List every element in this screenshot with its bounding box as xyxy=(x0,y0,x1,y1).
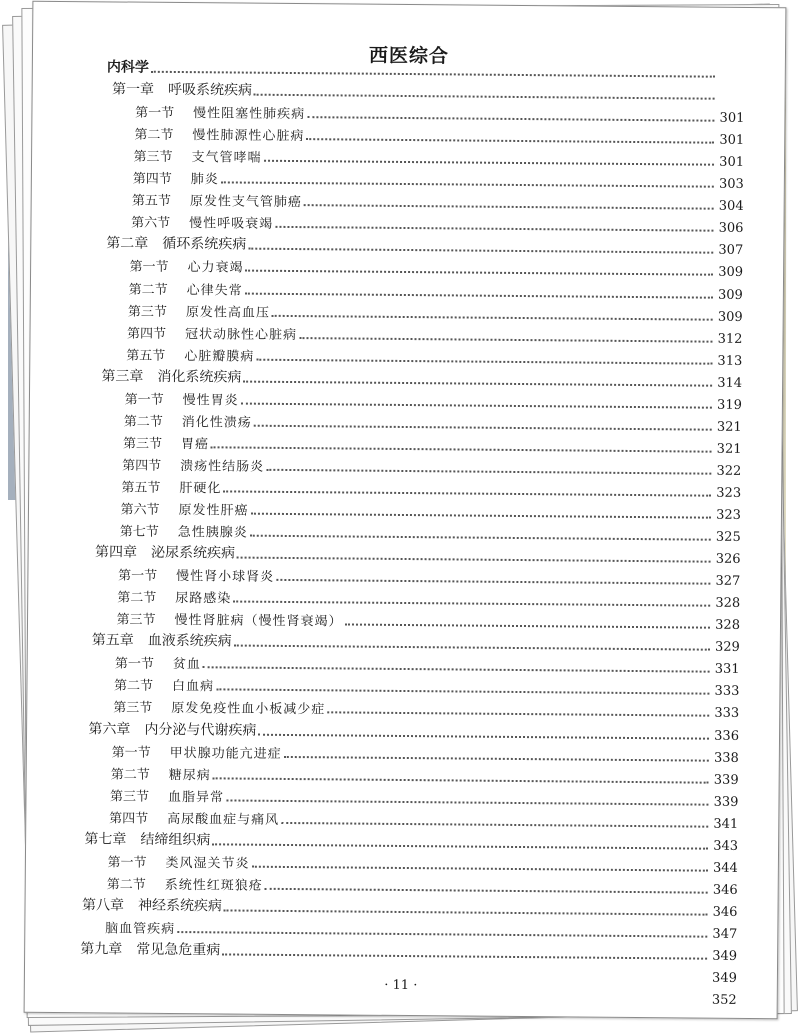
toc-dot-leader xyxy=(177,930,707,938)
toc-entry-page: 304 xyxy=(718,199,744,215)
toc-entry-page: 338 xyxy=(713,750,739,766)
toc-dot-leader xyxy=(243,379,712,386)
toc-page xyxy=(24,1,787,1020)
toc-entry-page: 346 xyxy=(712,904,738,920)
toc-entry-title: 常见急危重病 xyxy=(136,941,221,959)
toc-entry-number: 第二节 xyxy=(117,590,157,607)
toc-entry-page: 343 xyxy=(713,838,739,854)
toc-dot-leader xyxy=(266,468,711,475)
toc-entry-page: 301 xyxy=(719,110,745,127)
toc-dot-leader xyxy=(304,203,714,210)
toc-entry-number: 第七章 xyxy=(84,830,127,848)
toc-entry-number: 第四章 xyxy=(94,544,138,561)
toc-entry-page: 323 xyxy=(716,485,742,501)
toc-dot-leader xyxy=(265,887,708,894)
toc-dot-leader xyxy=(251,512,711,519)
toc-entry-page: 307 xyxy=(718,243,744,259)
toc-dot-leader xyxy=(224,908,708,915)
toc-dot-leader xyxy=(151,70,715,78)
toc-dot-leader xyxy=(256,357,712,364)
toc-entry-number: 第一节 xyxy=(118,568,158,584)
toc-dot-leader xyxy=(254,93,715,100)
toc-entry-title: 慢性肾脏病（慢性肾衰竭） xyxy=(174,613,343,630)
toc-dot-leader xyxy=(272,313,713,320)
toc-entry-title: 脑血管疾病 xyxy=(105,921,176,937)
toc-entry-page: 314 xyxy=(717,375,743,391)
toc-entry-number: 第二节 xyxy=(123,414,163,430)
toc-entry-title: 慢性胃炎 xyxy=(182,392,239,409)
toc-entry-number: 第一节 xyxy=(114,656,154,673)
toc-dot-leader xyxy=(281,821,708,828)
toc-dot-leader xyxy=(241,401,712,408)
toc-dot-leader xyxy=(345,623,710,629)
toc-entry-title: 心力衰竭 xyxy=(187,260,244,277)
page-number: · 11 · xyxy=(384,977,418,994)
toc-dot-leader xyxy=(299,336,712,343)
toc-entry-page: 323 xyxy=(716,507,742,523)
toc-entry-number: 第一节 xyxy=(135,105,175,122)
toc-entry-title: 消化性溃疡 xyxy=(181,414,252,431)
toc-dot-leader xyxy=(275,225,713,232)
toc-dot-leader xyxy=(213,776,709,783)
toc-entry-page: 319 xyxy=(717,397,742,413)
toc-entry-title: 血液系统疾病 xyxy=(147,633,232,650)
toc-entry-number: 第四节 xyxy=(122,458,162,474)
toc-entry-page: 329 xyxy=(714,640,740,656)
toc-entry-number: 第三章 xyxy=(101,368,144,385)
toc-entry-number: 第三节 xyxy=(127,304,167,320)
toc-entry-title: 慢性肺源性心脏病 xyxy=(192,128,305,145)
toc-entry-page: 344 xyxy=(712,860,738,876)
toc-entry-title: 循环系统疾病 xyxy=(162,236,247,253)
toc-entry-title: 急性胰腺炎 xyxy=(177,525,248,541)
toc-entry-number: 第六节 xyxy=(120,502,160,518)
toc-entry-title: 慢性肾小球肾炎 xyxy=(176,569,275,586)
toc-entry-title: 结缔组织病 xyxy=(140,831,211,849)
toc-entry-page: 349 xyxy=(712,948,738,964)
toc-entry-title: 胃癌 xyxy=(180,436,210,453)
toc-entry-title: 类风湿关节炎 xyxy=(165,855,250,872)
toc-entry-page: 327 xyxy=(715,573,741,590)
toc-entry-number: 第二节 xyxy=(114,678,154,695)
page-title: 西医综合 xyxy=(368,44,450,68)
toc-entry-number: 第四节 xyxy=(132,171,172,188)
toc-entry-page: 313 xyxy=(717,353,743,369)
toc-entry-title: 慢性呼吸衰竭 xyxy=(189,216,274,233)
toc-entry-title: 高尿酸血症与痛风 xyxy=(167,811,280,828)
toc-dot-leader xyxy=(276,578,710,585)
toc-entry-number: 第一节 xyxy=(124,392,164,408)
toc-dot-leader xyxy=(203,666,710,673)
toc-entry-title: 溃疡性结肠炎 xyxy=(180,458,265,475)
toc-entry-page: 309 xyxy=(718,265,744,281)
toc-entry-title: 尿路感染 xyxy=(175,591,232,607)
toc-entry-title: 冠状动脉性心脏病 xyxy=(185,326,298,343)
toc-dot-leader xyxy=(234,644,710,651)
toc-entry-number: 第六节 xyxy=(131,215,171,232)
toc-dot-leader xyxy=(254,423,712,430)
toc-entry-page: 346 xyxy=(712,882,738,898)
toc-entry-number: 第八章 xyxy=(81,897,125,914)
toc-entry-page: 331 xyxy=(714,662,740,678)
toc-entry-title: 原发性支气管肺癌 xyxy=(189,194,303,211)
toc-dot-leader xyxy=(222,952,707,959)
toc-entry-title: 神经系统疾病 xyxy=(137,897,223,915)
toc-entry-title: 内科学 xyxy=(106,59,149,76)
toc-entry-title: 慢性阻塞性肺疾病 xyxy=(193,106,306,123)
toc-dot-leader xyxy=(245,291,713,298)
toc-entry-number: 第七节 xyxy=(119,524,159,540)
toc-entry-page: 328 xyxy=(715,595,741,612)
toc-entry-number: 第二节 xyxy=(106,877,146,893)
toc-dot-leader xyxy=(226,798,708,805)
toc-entry-number: 第九章 xyxy=(80,941,123,958)
toc-entry-title: 白血病 xyxy=(172,679,215,695)
toc-entry-title: 呼吸系统疾病 xyxy=(167,81,253,99)
toc-dot-leader xyxy=(221,181,714,188)
toc-dot-leader xyxy=(211,445,712,452)
toc-dot-leader xyxy=(250,534,711,541)
toc-dot-leader xyxy=(237,556,711,563)
toc-entry-title: 心脏瓣膜病 xyxy=(184,348,255,365)
toc-entry-page: 341 xyxy=(713,816,739,832)
toc-entry-page: 301 xyxy=(719,154,745,171)
toc-entry-number: 第三节 xyxy=(133,149,173,166)
toc-entry-page: 309 xyxy=(717,309,743,325)
toc-dot-leader xyxy=(258,732,709,739)
toc-entry-number: 第四节 xyxy=(127,326,167,342)
toc-dot-leader xyxy=(252,864,708,871)
toc-entry-page: 312 xyxy=(717,331,743,347)
toc-entry-title: 肝硬化 xyxy=(179,480,222,497)
toc-entry-number: 第三节 xyxy=(109,789,150,805)
toc-entry-title: 内分泌与代谢疾病 xyxy=(144,721,257,739)
toc-entry-number: 第五节 xyxy=(131,193,172,210)
toc-entry-number: 第五节 xyxy=(121,480,161,496)
toc-dot-leader xyxy=(233,600,710,607)
toc-entry-number: 第一节 xyxy=(107,855,147,871)
toc-entry-title: 甲状腺功能亢进症 xyxy=(169,745,282,762)
toc-entry-page: 309 xyxy=(717,287,743,303)
toc-entry-title: 原发性高血压 xyxy=(185,304,270,321)
toc-entry-title: 心律失常 xyxy=(186,282,243,299)
toc-entry-title: 系统性红斑狼疮 xyxy=(164,877,263,894)
toc-entry-page: 321 xyxy=(716,441,742,457)
toc-entry-title: 血脂异常 xyxy=(167,789,225,806)
toc-entry-number: 第三节 xyxy=(122,436,163,452)
toc-entry-title: 泌尿系统疾病 xyxy=(150,544,236,562)
toc-entry-title: 贫血 xyxy=(172,657,201,673)
toc-entry-number: 第四节 xyxy=(109,811,149,827)
toc-dot-leader xyxy=(245,269,713,276)
toc-entry-title: 肺炎 xyxy=(190,172,219,188)
toc-entry-title: 原发免疫性血小板减少症 xyxy=(171,701,326,718)
toc-entry-number: 第一节 xyxy=(111,744,151,761)
toc-entry-page: 347 xyxy=(712,926,738,942)
toc-entry-page: 322 xyxy=(716,463,742,479)
toc-entry-number: 第三节 xyxy=(116,612,156,629)
toc-entry-page: 333 xyxy=(714,706,740,722)
toc-dot-leader xyxy=(223,489,711,496)
toc-entry-page: 321 xyxy=(716,419,742,435)
toc-entry-page: 326 xyxy=(715,551,741,568)
toc-entry-title: 糖尿病 xyxy=(168,767,211,783)
toc-entry-page: 306 xyxy=(718,221,744,237)
toc-entry-page: 349 xyxy=(712,970,737,986)
toc-dot-leader xyxy=(216,688,709,695)
toc-dot-leader xyxy=(327,711,709,717)
toc-dot-leader xyxy=(307,115,714,122)
toc-entry-number: 第五章 xyxy=(91,632,134,649)
toc-entry-page: 339 xyxy=(713,794,739,810)
toc-entry-number: 第一章 xyxy=(111,81,155,98)
toc-entry-page: 333 xyxy=(714,684,740,700)
toc-entry-page: 328 xyxy=(715,617,741,634)
toc-entry-number: 第二章 xyxy=(106,235,149,253)
toc-dot-leader xyxy=(248,247,713,254)
toc-dot-leader xyxy=(212,842,708,849)
toc-entry-number: 第二节 xyxy=(128,282,168,298)
toc-entry-number: 第二节 xyxy=(134,127,174,144)
toc-entry-page: 301 xyxy=(719,132,745,149)
toc-entry-page: 303 xyxy=(718,176,744,193)
toc-entry-page: 325 xyxy=(715,529,741,545)
toc-entry-number: 第一节 xyxy=(129,260,169,276)
toc-dot-leader xyxy=(284,754,709,761)
toc-entry-number: 第五节 xyxy=(126,348,166,364)
toc-entry-number: 第六章 xyxy=(88,720,131,738)
toc-entry-page: 336 xyxy=(714,728,740,744)
toc-entry-title: 原发性肝癌 xyxy=(178,503,249,519)
toc-entry-number: 第二节 xyxy=(110,767,150,783)
toc-dot-leader xyxy=(264,159,714,166)
toc-entry-page: 339 xyxy=(713,772,739,788)
toc-dot-leader xyxy=(306,137,714,144)
toc-entry-number: 第三节 xyxy=(113,700,153,717)
toc-entry-title: 消化系统疾病 xyxy=(157,368,242,386)
toc-entry-title: 支气管哮喘 xyxy=(191,150,262,166)
toc-entry-page: 352 xyxy=(711,992,737,1009)
